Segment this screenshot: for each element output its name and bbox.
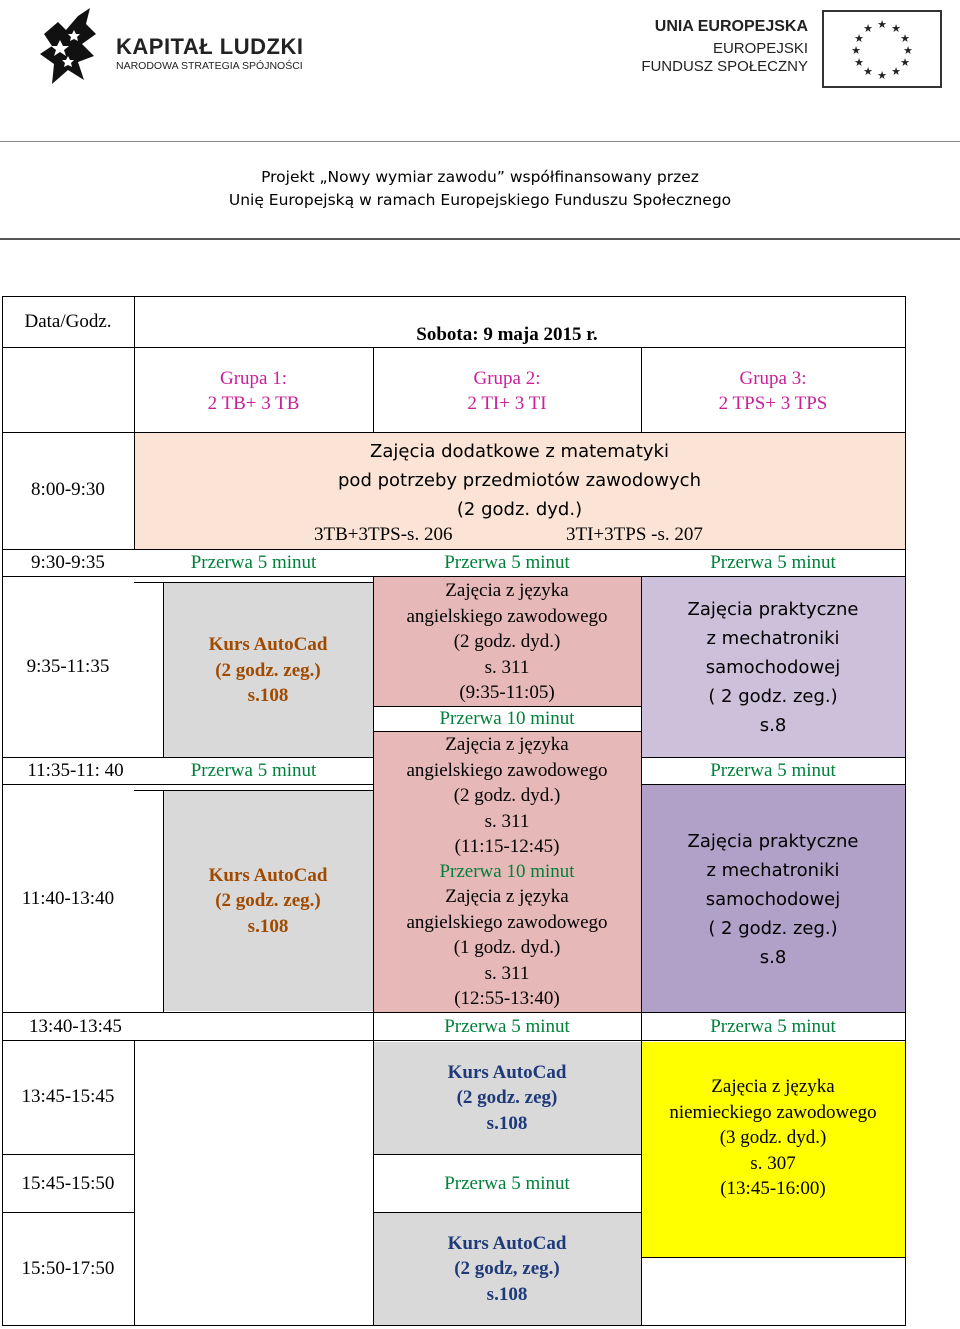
english-cell-2 bbox=[373, 732, 641, 860]
time-11-40: 11:40-13:40 bbox=[21, 888, 115, 910]
autocad-3-title: Kurs AutoCad bbox=[447, 1061, 567, 1083]
math-line2: pod potrzeby przedmiotów zawodowych bbox=[338, 470, 701, 491]
autocad-cell-4 bbox=[373, 1213, 641, 1325]
autocad-3-hours: (2 godz. zeg) bbox=[456, 1087, 558, 1109]
autocad-2-title: Kurs AutoCad bbox=[208, 864, 328, 886]
english-3-line5: (12:55-13:40) bbox=[454, 988, 560, 1010]
autocad-cell-2 bbox=[163, 791, 373, 1011]
group-1-header bbox=[134, 362, 373, 420]
break-13-40-g2: Przerwa 5 minut bbox=[444, 1015, 570, 1037]
practical-cell-2 bbox=[641, 785, 905, 1013]
english-break-2: Przerwa 10 minut bbox=[439, 861, 575, 883]
english-2-line2: angielskiego zawodowego bbox=[406, 759, 608, 781]
english-cell-3 bbox=[373, 884, 641, 1012]
eu-logo-line3: FUNDUSZ SPOŁECZNY bbox=[641, 58, 808, 75]
math-line1: Zajęcia dodatkowe z matematyki bbox=[370, 441, 669, 462]
svg-text:★: ★ bbox=[877, 69, 887, 82]
time-8-00: 8:00-9:30 bbox=[31, 479, 105, 501]
english-3-line4: s. 311 bbox=[484, 962, 530, 984]
group-3-classes: 2 TPS+ 3 TPS bbox=[718, 393, 828, 414]
group-2-header bbox=[373, 362, 641, 420]
math-cell bbox=[134, 433, 905, 549]
practical-1-line4: ( 2 godz. zeg.) bbox=[708, 685, 838, 707]
svg-text:★: ★ bbox=[900, 32, 910, 45]
group-3-label: Grupa 3: bbox=[739, 367, 807, 389]
english-3-line1: Zajęcia z języka bbox=[445, 886, 569, 908]
grid-line bbox=[2, 757, 373, 758]
grid-line bbox=[163, 791, 164, 1013]
practical-1-line3: samochodowej bbox=[705, 656, 841, 678]
grid-line bbox=[373, 1154, 641, 1155]
german-line1: Zajęcia z języka bbox=[711, 1076, 835, 1097]
practical-2-line4: ( 2 godz. zeg.) bbox=[708, 917, 838, 939]
math-room-b: 3TI+3TPS -s. 207 bbox=[566, 524, 703, 545]
grid-line bbox=[2, 1012, 906, 1013]
autocad-2-hours: (2 godz. zeg.) bbox=[215, 890, 321, 912]
autocad-4-room: s.108 bbox=[486, 1283, 528, 1305]
grid-line bbox=[134, 296, 135, 348]
svg-text:★: ★ bbox=[854, 56, 864, 69]
grid-line bbox=[2, 1154, 134, 1155]
practical-2-line3: samochodowej bbox=[705, 888, 841, 910]
group-3-header bbox=[641, 362, 905, 420]
break-15-45-g2: Przerwa 5 minut bbox=[444, 1173, 570, 1195]
kapital-ludzki-title: KAPITAŁ LUDZKI bbox=[116, 34, 304, 59]
grid-line bbox=[641, 348, 642, 433]
english-2-line5: (11:15-12:45) bbox=[454, 836, 560, 858]
svg-text:★: ★ bbox=[900, 56, 910, 69]
grid-line bbox=[2, 784, 373, 785]
autocad-2-room: s.108 bbox=[247, 915, 289, 937]
grid-line bbox=[373, 1040, 374, 1326]
eu-logo-line1: UNIA EUROPEJSKA bbox=[654, 18, 808, 35]
math-room-a: 3TB+3TPS-s. 206 bbox=[314, 524, 453, 545]
break-9-30-g1: Przerwa 5 minut bbox=[190, 552, 317, 574]
english-2-line1: Zajęcia z języka bbox=[445, 734, 569, 756]
time-15-45: 15:45-15:50 bbox=[21, 1173, 115, 1195]
grid-line bbox=[134, 433, 135, 550]
practical-2-line5: s.8 bbox=[759, 946, 787, 968]
grid-line bbox=[641, 784, 906, 785]
grid-line bbox=[641, 757, 906, 758]
svg-text:★: ★ bbox=[891, 22, 901, 35]
english-1-line3: (2 godz. dyd.) bbox=[453, 631, 561, 653]
practical-2-line1: Zajęcia praktyczne bbox=[687, 830, 859, 852]
grid-line bbox=[134, 347, 906, 348]
german-cell bbox=[641, 1042, 905, 1257]
autocad-1-hours: (2 godz. zeg.) bbox=[215, 659, 321, 681]
group-1-classes: 2 TB+ 3 TB bbox=[207, 393, 300, 414]
svg-text:★: ★ bbox=[877, 18, 887, 31]
break-9-30-g2: Przerwa 5 minut bbox=[444, 552, 570, 574]
practical-1-line2: z mechatroniki bbox=[706, 627, 840, 649]
practical-1-line1: Zajęcia praktyczne bbox=[687, 598, 859, 620]
autocad-1-title: Kurs AutoCad bbox=[208, 634, 328, 656]
svg-text:★: ★ bbox=[854, 32, 864, 45]
autocad-4-title: Kurs AutoCad bbox=[447, 1232, 567, 1254]
svg-text:★: ★ bbox=[863, 65, 873, 78]
grid-line bbox=[641, 1257, 906, 1258]
time-13-40: 13:40-13:45 bbox=[29, 1015, 122, 1037]
break-11-35-g3: Przerwa 5 minut bbox=[710, 760, 836, 782]
grid-line bbox=[2, 1212, 134, 1213]
date-heading: Sobota: 9 maja 2015 r. bbox=[416, 324, 598, 346]
eu-logo-line2: EUROPEJSKI bbox=[712, 40, 808, 57]
grid-line bbox=[134, 1040, 135, 1326]
group-2-classes: 2 TI+ 3 TI bbox=[467, 393, 547, 414]
autocad-cell-3 bbox=[373, 1042, 641, 1154]
english-break-1: Przerwa 10 minut bbox=[373, 706, 641, 732]
english-2-line4: s. 311 bbox=[484, 810, 530, 832]
math-line3: (2 godz. dyd.) bbox=[456, 499, 583, 520]
project-line2: Unię Europejską w ramach Europejskiego Funduszu Społecznego bbox=[228, 191, 732, 209]
autocad-1-room: s.108 bbox=[247, 685, 289, 707]
grid-line bbox=[641, 577, 642, 1326]
english-1-line4: s. 311 bbox=[484, 656, 530, 678]
time-13-45: 13:45-15:45 bbox=[21, 1086, 115, 1108]
english-1-line2: angielskiego zawodowego bbox=[406, 605, 608, 627]
german-line3: (3 godz. dyd.) bbox=[719, 1127, 827, 1148]
break-11-35-g1: Przerwa 5 minut bbox=[190, 760, 317, 782]
practical-1-line5: s.8 bbox=[759, 714, 787, 736]
practical-cell-1 bbox=[641, 577, 905, 757]
grid-line bbox=[373, 577, 374, 1041]
grid-line bbox=[905, 296, 906, 1326]
svg-text:★: ★ bbox=[891, 65, 901, 78]
grid-line bbox=[2, 1325, 906, 1326]
group-1-label: Grupa 1: bbox=[219, 367, 287, 389]
grid-line bbox=[2, 549, 906, 550]
grid-line bbox=[373, 1212, 641, 1213]
time-9-35: 9:35-11:35 bbox=[26, 656, 110, 678]
grid-line bbox=[2, 432, 906, 433]
grid-line bbox=[2, 296, 3, 1326]
autocad-4-hours: (2 godz, zeg.) bbox=[454, 1258, 560, 1280]
time-11-35: 11:35-11: 40 bbox=[27, 760, 124, 782]
time-9-30: 9:30-9:35 bbox=[31, 552, 105, 574]
svg-text:★: ★ bbox=[863, 22, 873, 35]
project-line1: Projekt „Nowy wymiar zawodu” współfinansowany przez bbox=[261, 168, 699, 186]
svg-text:★: ★ bbox=[903, 44, 913, 57]
german-line4: s. 307 bbox=[750, 1152, 796, 1174]
break-13-40-g3: Przerwa 5 minut bbox=[710, 1015, 836, 1037]
time-15-50: 15:50-17:50 bbox=[21, 1258, 115, 1280]
english-cell-1 bbox=[373, 578, 641, 706]
english-1-line5: (9:35-11:05) bbox=[459, 682, 555, 704]
break-9-30-g3: Przerwa 5 minut bbox=[710, 552, 836, 574]
english-1-line1: Zajęcia z języka bbox=[445, 580, 569, 602]
grid-line bbox=[134, 582, 373, 583]
svg-text:★: ★ bbox=[851, 44, 861, 57]
grid-line bbox=[134, 348, 135, 433]
autocad-3-room: s.108 bbox=[486, 1112, 528, 1134]
german-line2: niemieckiego zawodowego bbox=[669, 1101, 877, 1123]
corner-cell: Data/Godz. bbox=[24, 311, 112, 333]
kapital-ludzki-subtitle: NARODOWA STRATEGIA SPÓJNOŚCI bbox=[116, 60, 303, 72]
grid-line bbox=[2, 576, 906, 577]
english-3-line3: (1 godz. dyd.) bbox=[453, 937, 561, 959]
practical-2-line2: z mechatroniki bbox=[706, 859, 840, 881]
german-line5: (13:45-16:00) bbox=[720, 1178, 826, 1199]
grid-line bbox=[134, 790, 373, 791]
grid-line bbox=[373, 348, 374, 433]
grid-line bbox=[163, 583, 164, 758]
grid-line bbox=[2, 347, 134, 348]
english-2-line3: (2 godz. dyd.) bbox=[453, 785, 561, 807]
grid-line bbox=[2, 296, 906, 297]
autocad-cell-1 bbox=[163, 583, 373, 758]
english-3-line2: angielskiego zawodowego bbox=[406, 911, 608, 933]
group-2-label: Grupa 2: bbox=[473, 367, 541, 389]
grid-line bbox=[2, 1040, 906, 1041]
